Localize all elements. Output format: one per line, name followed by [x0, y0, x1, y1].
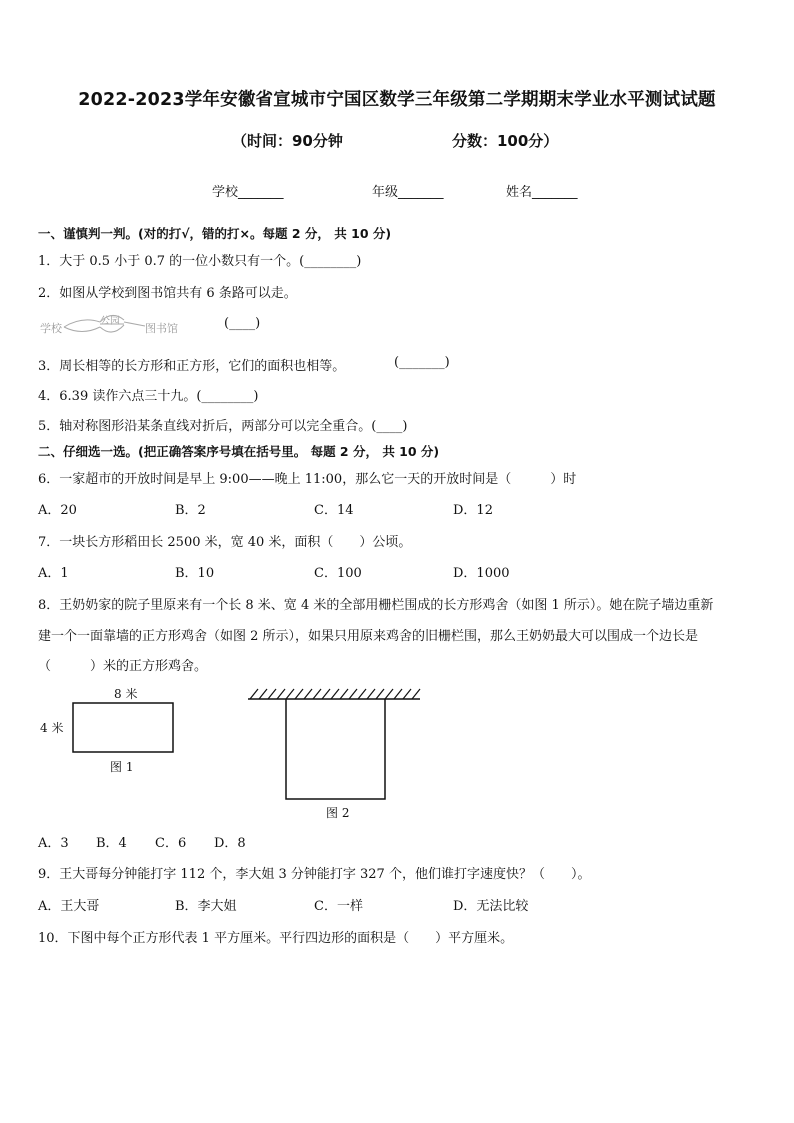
question-5: 5．轴对称图形沿某条直线对折后，两部分可以完全重合。(____) [38, 419, 408, 434]
question-4: 4．6.39 读作六点三十九。(________) [38, 389, 259, 404]
grade-field[interactable]: 年级_______ [372, 185, 444, 200]
exam-score: 分数：100分） [452, 132, 559, 150]
q9-option-a[interactable]: A．王大哥 [38, 899, 100, 914]
q6-option-a[interactable]: A．20 [38, 503, 77, 518]
question-2: 2．如图从学校到图书馆共有 6 条路可以走。 [38, 286, 297, 301]
q7-option-c[interactable]: C．100 [314, 566, 362, 581]
q7-option-d[interactable]: D．1000 [453, 566, 510, 581]
fig1-caption: 图 1 [110, 760, 134, 774]
question-2-blank[interactable]: (____) [224, 316, 261, 331]
fig1-width-label: 4 米 [40, 721, 64, 735]
q8-option-b[interactable]: B．4 [96, 836, 127, 851]
fig1-length-label: 8 米 [114, 687, 138, 701]
question-6: 6．一家超市的开放时间是早上 9:00——晚上 11:00，那么它一天的开放时间是（ ）时 [38, 472, 577, 487]
fig-label-library: 图书馆 [145, 322, 178, 335]
question-8-line3: （ ）米的正方形鸡舍。 [38, 659, 208, 674]
q8-option-d[interactable]: D．8 [214, 836, 246, 851]
exam-time: （时间：90分钟 [232, 132, 343, 150]
q8-option-a[interactable]: A．3 [38, 836, 69, 851]
exam-title: 2022-2023学年安徽省宣城市宁国区数学三年级第二学期期末学业水平测试试题 [78, 90, 716, 110]
question-8-line1: 8．王奶奶家的院子里原来有一个长 8 米、宽 4 米的全部用栅栏围成的长方形鸡舍（如图 1 所示）。她在院子墙边重新 [38, 598, 714, 613]
section1-heading: 一、谨慎判一判。(对的打√，错的打×。每题 2 分， 共 10 分) [38, 226, 392, 241]
q9-option-c[interactable]: C．一样 [314, 899, 363, 914]
question-3-blank[interactable]: (_______) [394, 355, 450, 370]
school-field[interactable]: 学校_______ [212, 185, 284, 200]
q7-option-b[interactable]: B．10 [175, 566, 215, 581]
name-field[interactable]: 姓名_______ [506, 185, 578, 200]
question-9: 9．王大哥每分钟能打字 112 个，李大姐 3 分钟能打字 327 个，他们谁打字速度快？（ ）。 [38, 867, 591, 882]
section2-heading: 二、仔细选一选。(把正确答案序号填在括号里。 每题 2 分， 共 10 分) [38, 444, 440, 459]
fig2-caption: 图 2 [326, 806, 350, 820]
q8-option-c[interactable]: C．6 [155, 836, 187, 851]
fig-label-park: 公园 [100, 316, 120, 327]
q9-option-d[interactable]: D．无法比较 [453, 899, 529, 914]
question-1: 1．大于 0.5 小于 0.7 的一位小数只有一个。(________) [38, 254, 362, 269]
question-10: 10．下图中每个正方形代表 1 平方厘米。平行四边形的面积是（ ）平方厘米。 [38, 931, 514, 946]
q6-option-d[interactable]: D．12 [453, 503, 493, 518]
fig-label-school: 学校 [40, 322, 62, 335]
question-8-line2: 建一个一面靠墙的正方形鸡舍（如图 2 所示），如果只用原来鸡舍的旧栅栏围，那么王奶奶最大可以围成一个边长是 [38, 629, 699, 644]
q6-option-b[interactable]: B．2 [175, 503, 206, 518]
question-3: 3．周长相等的长方形和正方形，它们的面积也相等。 [38, 359, 346, 374]
q7-option-a[interactable]: A．1 [38, 566, 69, 581]
question-7: 7．一块长方形稻田长 2500 米，宽 40 米，面积（ ）公顷。 [38, 535, 412, 550]
q9-option-b[interactable]: B．李大姐 [175, 899, 237, 914]
q6-option-c[interactable]: C．14 [314, 503, 354, 518]
